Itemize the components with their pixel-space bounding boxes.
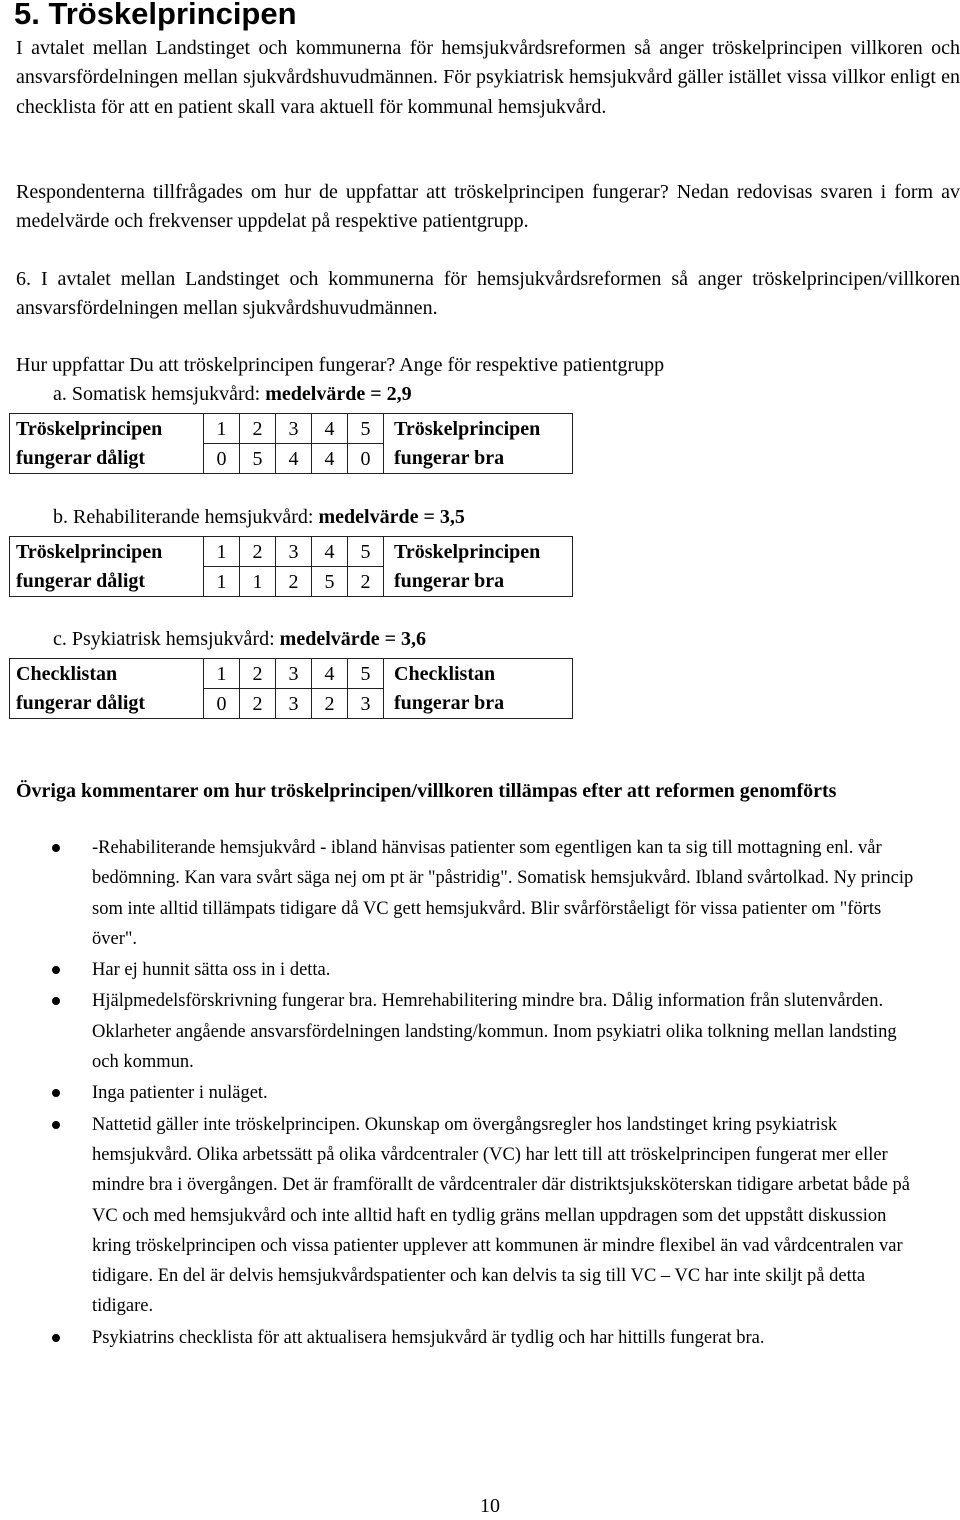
frequency-cell: 0 (204, 444, 240, 474)
frequency-cell: 5 (240, 444, 276, 474)
left-anchor-bottom: fungerar dåligt (10, 567, 204, 597)
question-prompt: Hur uppfattar Du att tröskelprincipen fungerar? Ange för respektive patientgrupp (16, 354, 665, 376)
group-heading-psychiatric (53, 625, 426, 654)
scale-value: 2 (240, 537, 276, 567)
scale-value: 3 (276, 414, 312, 444)
method-paragraph: Respondenterna tillfrågades om hur de uppfattar att tröskelprincipen fungerar? Nedan redovisas svaren i form av medelvärde och frekvenser uppdelat på respektive patientgrupp. (16, 181, 960, 233)
group-heading-somatic (53, 380, 412, 409)
right-anchor-top: Tröskelprincipen (384, 414, 573, 444)
scale-value: 2 (240, 659, 276, 689)
scale-value: 4 (312, 537, 348, 567)
rating-table-somatic (9, 413, 573, 474)
scale-value: 1 (204, 537, 240, 567)
scale-value: 4 (312, 414, 348, 444)
right-anchor-bottom: fungerar bra (384, 444, 573, 474)
list-item (52, 986, 922, 1077)
scale-value: 1 (204, 414, 240, 444)
scale-value: 1 (204, 659, 240, 689)
frequency-cell: 2 (348, 567, 384, 597)
bullet-icon (52, 966, 60, 974)
comment-text: Inga patienter i nuläget. (92, 1083, 268, 1104)
question-intro (16, 265, 960, 324)
frequency-cell: 2 (312, 689, 348, 719)
scale-value: 5 (348, 659, 384, 689)
intro-paragraph: I avtalet mellan Landstinget och kommunerna för hemsjukvårdsreformen så anger tröskelprincipen villkoren och ansvarsfördelningen mellan sjukvårdshuvudmännen. För psykiatrisk hemsjukvård gäller istället vissa villkor enligt en checklista för att en patient skall vara aktuell för kommunal hemsjukvård. (16, 37, 960, 118)
frequency-cell: 3 (348, 689, 384, 719)
question-number: 6. (16, 268, 31, 290)
scale-value: 3 (276, 659, 312, 689)
table-row (10, 444, 573, 474)
right-anchor-bottom: fungerar bra (384, 567, 573, 597)
frequency-cell: 0 (204, 689, 240, 719)
frequency-cell: 2 (240, 689, 276, 719)
comments-heading: Övriga kommentarer om hur tröskelprincipen/villkoren tillämpas efter att reformen genomförts (16, 780, 837, 802)
left-anchor-top: Tröskelprincipen (10, 414, 204, 444)
group-heading-rehab (53, 503, 465, 532)
group-name: Somatisk hemsjukvård: (71, 383, 261, 405)
right-anchor-bottom: fungerar bra (384, 689, 573, 719)
comment-text: Nattetid gäller inte tröskelprincipen. Okunskap om övergångsregler hos landstinget kring psykiatrisk hemsjukvård. Olika arbetssätt på olika vårdcentraler (VC) har lett till att tröskelprincipen fungerat mer eller mindre bra i övergången. Det är framförallt de vårdcentraler där distriktsjuksköterskan tidigare arbetat både på VC och med hemsjukvård och inte alltid haft en tydlig gräns mellan uppdragen som det uppstått diskussion kring tröskelprincipen och vissa patienter upplever att kommunen är mindre flexibel än vad vårdcentralen var tidigare. En del är delvis hemsjukvårdspatienter och kan delvis ta sig till VC – VC har inte skiljt på detta tidigare. (92, 1114, 910, 1317)
table-row (10, 567, 573, 597)
frequency-cell: 3 (276, 689, 312, 719)
bullet-icon (52, 997, 60, 1005)
frequency-cell: 4 (276, 444, 312, 474)
group-mean: medelvärde = 3,6 (279, 628, 427, 650)
left-anchor-top: Tröskelprincipen (10, 537, 204, 567)
group-letter: c. (53, 628, 67, 650)
comment-text: Psykiatrins checklista för att aktualisera hemsjukvård är tydlig och har hittills fungerat bra. (92, 1327, 765, 1348)
comment-text: -Rehabiliterande hemsjukvård - ibland hänvisas patienter som egentligen kan ta sig till mottagning enl. vår bedömning. Kan vara svårt säga nej om pt är "påstridig". Somatisk hemsjukvård. Ibland svårtolkad. Ny princip som inte alltid tillämpats tidigare då VC gett hemsjukvård. Blir svårförståeligt för vissa patienter om "förts över". (92, 838, 914, 949)
frequency-cell: 0 (348, 444, 384, 474)
page-number: 10 (480, 1495, 500, 1517)
table-row (10, 414, 573, 444)
scale-value: 5 (348, 537, 384, 567)
scale-value: 3 (276, 537, 312, 567)
left-anchor-top: Checklistan (10, 659, 204, 689)
table-row (10, 537, 573, 567)
section-heading: 5. Tröskelprincipen (14, 0, 297, 31)
list-item (52, 1110, 922, 1322)
list-item (52, 1078, 922, 1108)
group-mean: medelvärde = 2,9 (265, 383, 412, 405)
bullet-icon (52, 844, 60, 852)
rating-table-psychiatric (9, 658, 573, 719)
bullet-icon (52, 1334, 60, 1342)
table-row (10, 689, 573, 719)
table-row (10, 659, 573, 689)
list-item (52, 955, 922, 985)
group-mean: medelvärde = 3,5 (318, 506, 465, 528)
scale-value: 5 (348, 414, 384, 444)
rating-table-rehab (9, 536, 573, 597)
comment-text: Hjälpmedelsförskrivning fungerar bra. Hemrehabilitering mindre bra. Dålig information från slutenvården. Oklarheter angående ansvarsfördelningen landsting/kommun. Inom psykiatri olika tolkning mellan landsting och kommun. (92, 991, 897, 1073)
group-name: Rehabiliterande hemsjukvård: (73, 506, 314, 528)
group-name: Psykiatrisk hemsjukvård: (71, 628, 275, 650)
frequency-cell: 2 (276, 567, 312, 597)
scale-value: 4 (312, 659, 348, 689)
bullet-icon (52, 1089, 60, 1097)
frequency-cell: 1 (204, 567, 240, 597)
list-item (52, 1323, 922, 1353)
right-anchor-top: Checklistan (384, 659, 573, 689)
frequency-cell: 4 (312, 444, 348, 474)
list-item (52, 833, 922, 954)
left-anchor-bottom: fungerar dåligt (10, 444, 204, 474)
scale-value: 2 (240, 414, 276, 444)
group-letter: b. (53, 506, 68, 528)
frequency-cell: 1 (240, 567, 276, 597)
frequency-cell: 5 (312, 567, 348, 597)
right-anchor-top: Tröskelprincipen (384, 537, 573, 567)
bullet-icon (52, 1121, 60, 1129)
left-anchor-bottom: fungerar dåligt (10, 689, 204, 719)
group-letter: a. (53, 383, 67, 405)
question-intro-text: I avtalet mellan Landstinget och kommunerna för hemsjukvårdsreformen så anger tröskelprincipen/villkoren ansvarsfördelningen mellan sjukvårdshuvudmännen. (16, 268, 960, 320)
comments-list (52, 833, 922, 1354)
comment-text: Har ej hunnit sätta oss in i detta. (92, 960, 331, 981)
